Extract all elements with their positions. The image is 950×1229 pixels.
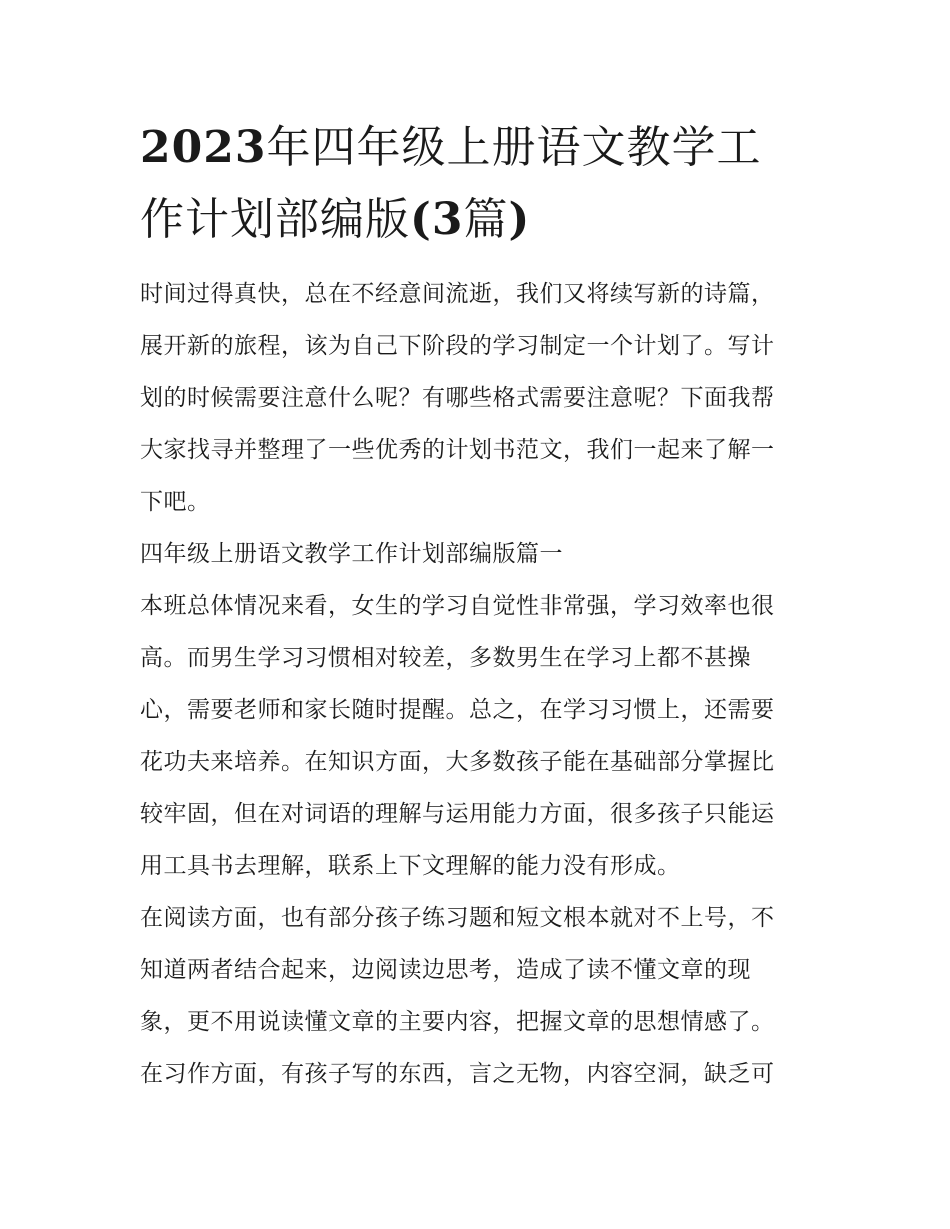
text-line: 知道两者结合起来，边阅读边思考，造成了读不懂文章的现 xyxy=(140,957,751,983)
text-line: 用工具书去理解，联系上下文理解的能力没有形成。 xyxy=(140,853,681,879)
text-line: 在阅读方面，也有部分孩子练习题和短文根本就对不上号，不 xyxy=(140,905,775,931)
text-line: 高。而男生学习习惯相对较差，多数男生在学习上都不甚操 xyxy=(140,645,751,671)
title-line-1 xyxy=(140,112,820,184)
title-text-2: 作计划部编版 xyxy=(140,194,410,245)
text-line: 花功夫来培养。在知识方面，大多数孩子能在基础部分掌握比 xyxy=(140,749,775,775)
text-line: 心，需要老师和家长随时提醒。总之，在学习习惯上，还需要 xyxy=(140,697,775,723)
paragraph-1 xyxy=(140,580,820,892)
text-line: 在习作方面，有孩子写的东西，言之无物，内容空洞，缺乏可 xyxy=(140,1061,775,1087)
title-line-2 xyxy=(140,184,820,256)
title-count-close: ) xyxy=(508,194,531,245)
document-title xyxy=(140,112,820,256)
text-line: 划的时候需要注意什么呢？有哪些格式需要注意呢？下面我帮 xyxy=(140,385,775,411)
title-count-open: (3 xyxy=(410,194,464,245)
text-line: 较牢固，但在对词语的理解与运用能力方面，很多孩子只能运 xyxy=(140,801,775,827)
paragraph-2 xyxy=(140,892,820,1100)
intro-paragraph xyxy=(140,268,820,528)
text-line: 时间过得真快，总在不经意间流逝，我们又将续写新的诗篇， xyxy=(140,281,775,307)
text-line: 大家找寻并整理了一些优秀的计划书范文，我们一起来了解一 xyxy=(140,437,775,463)
title-year: 2023 xyxy=(140,122,267,173)
title-text-1: 年四年级上册语文教学工 xyxy=(266,122,762,173)
section-heading-text: 四年级上册语文教学工作计划部编版篇一 xyxy=(140,541,563,567)
text-line: 展开新的旅程，该为自己下阶段的学习制定一个计划了。写计 xyxy=(140,333,775,359)
document-page xyxy=(140,112,820,1100)
section-heading xyxy=(140,528,820,580)
title-text-3: 篇 xyxy=(463,194,509,245)
text-line: 象，更不用说读懂文章的主要内容，把握文章的思想情感了。 xyxy=(140,1009,775,1035)
text-line: 本班总体情况来看，女生的学习自觉性非常强，学习效率也很 xyxy=(140,593,775,619)
text-line: 下吧。 xyxy=(140,489,211,515)
